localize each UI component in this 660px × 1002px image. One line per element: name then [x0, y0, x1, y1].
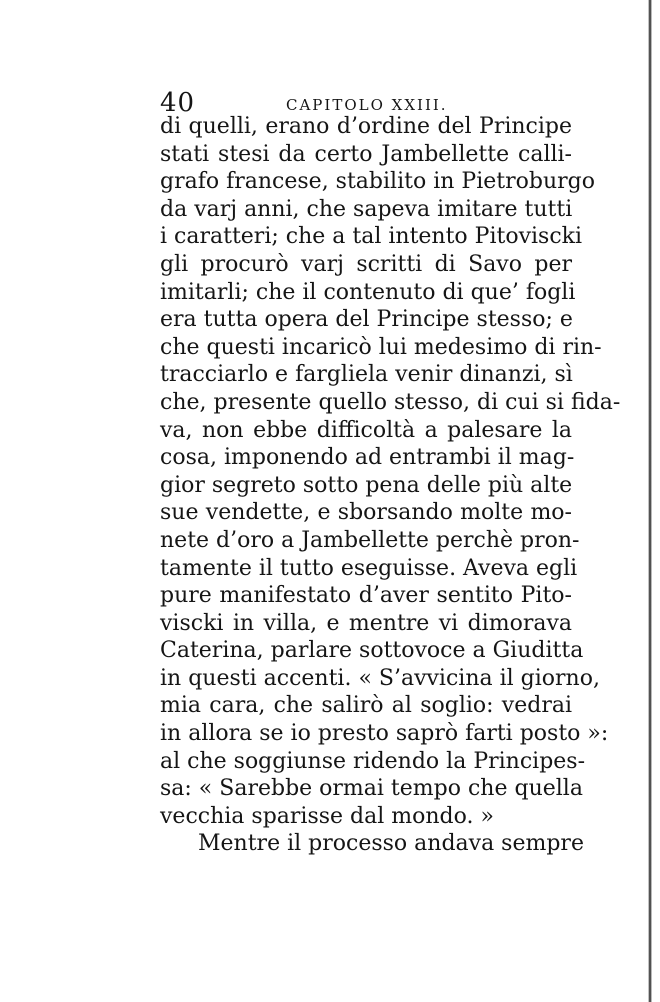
body-text: [160, 113, 621, 858]
text-line: era tutta opera del Principe stesso; e: [160, 307, 573, 333]
text-line: gior segreto sotto pena delle più alte: [160, 472, 573, 498]
text-line: i caratteri; che a tal intento Pitoviscki: [160, 224, 583, 250]
text-line: vecchia sparisse dal mondo. »: [160, 803, 494, 829]
text-line: che questi incaricò lui medesimo di rin-: [160, 334, 602, 360]
text-line: tamente il tutto eseguisse. Aveva egli: [160, 555, 578, 581]
text-line: cosa, imponendo ad entrambi il mag-: [160, 445, 575, 471]
text-line: va, non ebbe difficoltà a palesare la: [160, 417, 572, 443]
text-line: stati stesi da certo Jambellette calli-: [160, 141, 572, 167]
text-line: grafo francese, stabilito in Pietroburgo: [160, 169, 595, 195]
page-number: 40: [160, 88, 196, 118]
text-line-indented: Mentre il processo andava sempre: [198, 831, 584, 857]
text-line: in questi accenti. « S’avvicina il giorno,: [160, 665, 600, 691]
text-line: tracciarlo e fargliela venir dinanzi, sì: [160, 362, 573, 388]
text-line: da varj anni, che sapeva imitare tutti: [160, 196, 573, 222]
text-line: imitarli; che il contenuto di que’ fogli: [160, 279, 576, 305]
text-line: pure manifestato d’aver sentito Pito-: [160, 583, 572, 609]
text-line: al che soggiunse ridendo la Principes-: [160, 748, 586, 774]
text-line: sue vendette, e sborsando molte mo-: [160, 500, 572, 526]
text-line: gli procurò varj scritti di Savo per: [160, 251, 572, 277]
text-line: che, presente quello stesso, di cui si fida-: [160, 389, 621, 415]
running-head: CAPITOLO XXIII.: [286, 96, 448, 114]
page-spine-edge: [648, 0, 652, 1002]
text-line: in allora se io presto saprò farti posto »:: [160, 721, 609, 747]
text-line: mia cara, che salirò al soglio: vedrai: [160, 693, 572, 719]
text-line: di quelli, erano d’ordine del Principe: [160, 114, 572, 139]
text-line: viscki in villa, e mentre vi dimorava: [160, 610, 572, 636]
text-line: Caterina, parlare sottovoce a Giuditta: [160, 638, 584, 664]
text-line: nete d’oro a Jambellette perchè pron-: [160, 527, 580, 553]
text-line: sa: « Sarebbe ormai tempo che quella: [160, 776, 583, 802]
